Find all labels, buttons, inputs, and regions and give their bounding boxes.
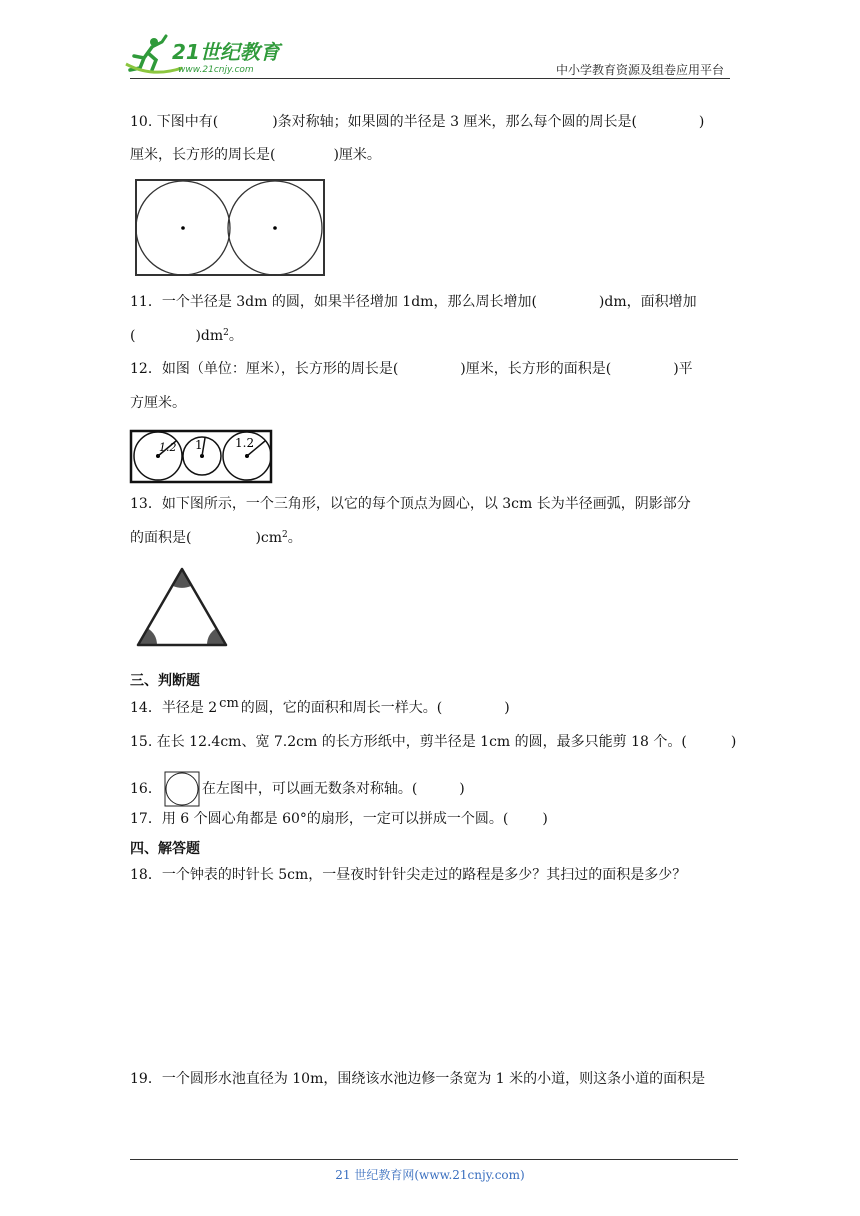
question-12-line-2: 方厘米。 — [130, 395, 186, 411]
radius-label: 1.2 — [235, 436, 255, 450]
question-13-line-2: 的面积是( )$cm^2$。 — [130, 530, 302, 546]
question-18: 18．一个钟表的时针长 5cm，一昼夜时针针尖走过的路程是多少？其扫过的面积是多少？ — [130, 867, 687, 883]
section-heading-judgement: 三、判断题 — [130, 673, 200, 689]
logo-sub-text: www.21cnjy.com — [178, 65, 254, 75]
question-10-line-1: 10. 下图中有( )条对称轴；如果圆的半径是 3 厘米，那么每个圆的周长是( ) — [130, 114, 705, 130]
site-logo — [122, 34, 292, 80]
question-11-line-1: 11．一个半径是 3dm 的圆，如果半径增加 1dm，那么周长增加( )dm，面积增加 — [130, 294, 697, 310]
radius-label: 1.2 — [159, 441, 177, 454]
question-12-line-1: 12．如图（单位：厘米），长方形的周长是( )厘米，长方形的面积是( )平 — [130, 361, 693, 377]
footer-divider — [130, 1159, 738, 1160]
question-16: 16． 在左图中，可以画无数条对称轴。( ) — [130, 771, 465, 807]
platform-name: 中小学教育资源及组卷应用平台 — [555, 63, 724, 77]
rectangle-two-circles-figure — [133, 178, 328, 278]
radius-label: 1 — [195, 438, 203, 452]
circle-in-square-icon — [164, 771, 200, 807]
question-15: 15. 在长 12.4cm、宽 7.2cm 的长方形纸中，剪半径是 1cm 的圆，最多只能剪 18 个。( ) — [130, 734, 737, 750]
header-divider — [130, 78, 730, 79]
question-10-line-2: 厘米，长方形的周长是( )厘米。 — [130, 147, 381, 163]
section-heading-answer: 四、解答题 — [130, 841, 200, 857]
question-19: 19．一个圆形水池直径为 10m，围绕该水池边修一条宽为 1 米的小道，则这条小道的面积是 — [130, 1071, 706, 1087]
question-13-line-1: 13．如下图所示，一个三角形，以它的每个顶点为圆心，以 3cm 长为半径画弧，阴影部分 — [130, 496, 691, 512]
triangle-sectors-figure — [136, 566, 230, 648]
question-17: 17．用 6 个圆心角都是 60°的扇形，一定可以拼成一个圆。( ) — [130, 811, 548, 827]
footer-site-link[interactable]: 21 世纪教育网(www.21cnjy.com) — [335, 1168, 525, 1182]
logo-main-text: 21世纪教育 — [172, 40, 280, 64]
question-14: 14．半径是 2 cm 的圆，它的面积和周长一样大。( ) — [130, 696, 510, 716]
rectangle-three-circles-figure — [129, 429, 275, 485]
question-11-line-2: ( )$dm^2$。 — [130, 328, 243, 344]
